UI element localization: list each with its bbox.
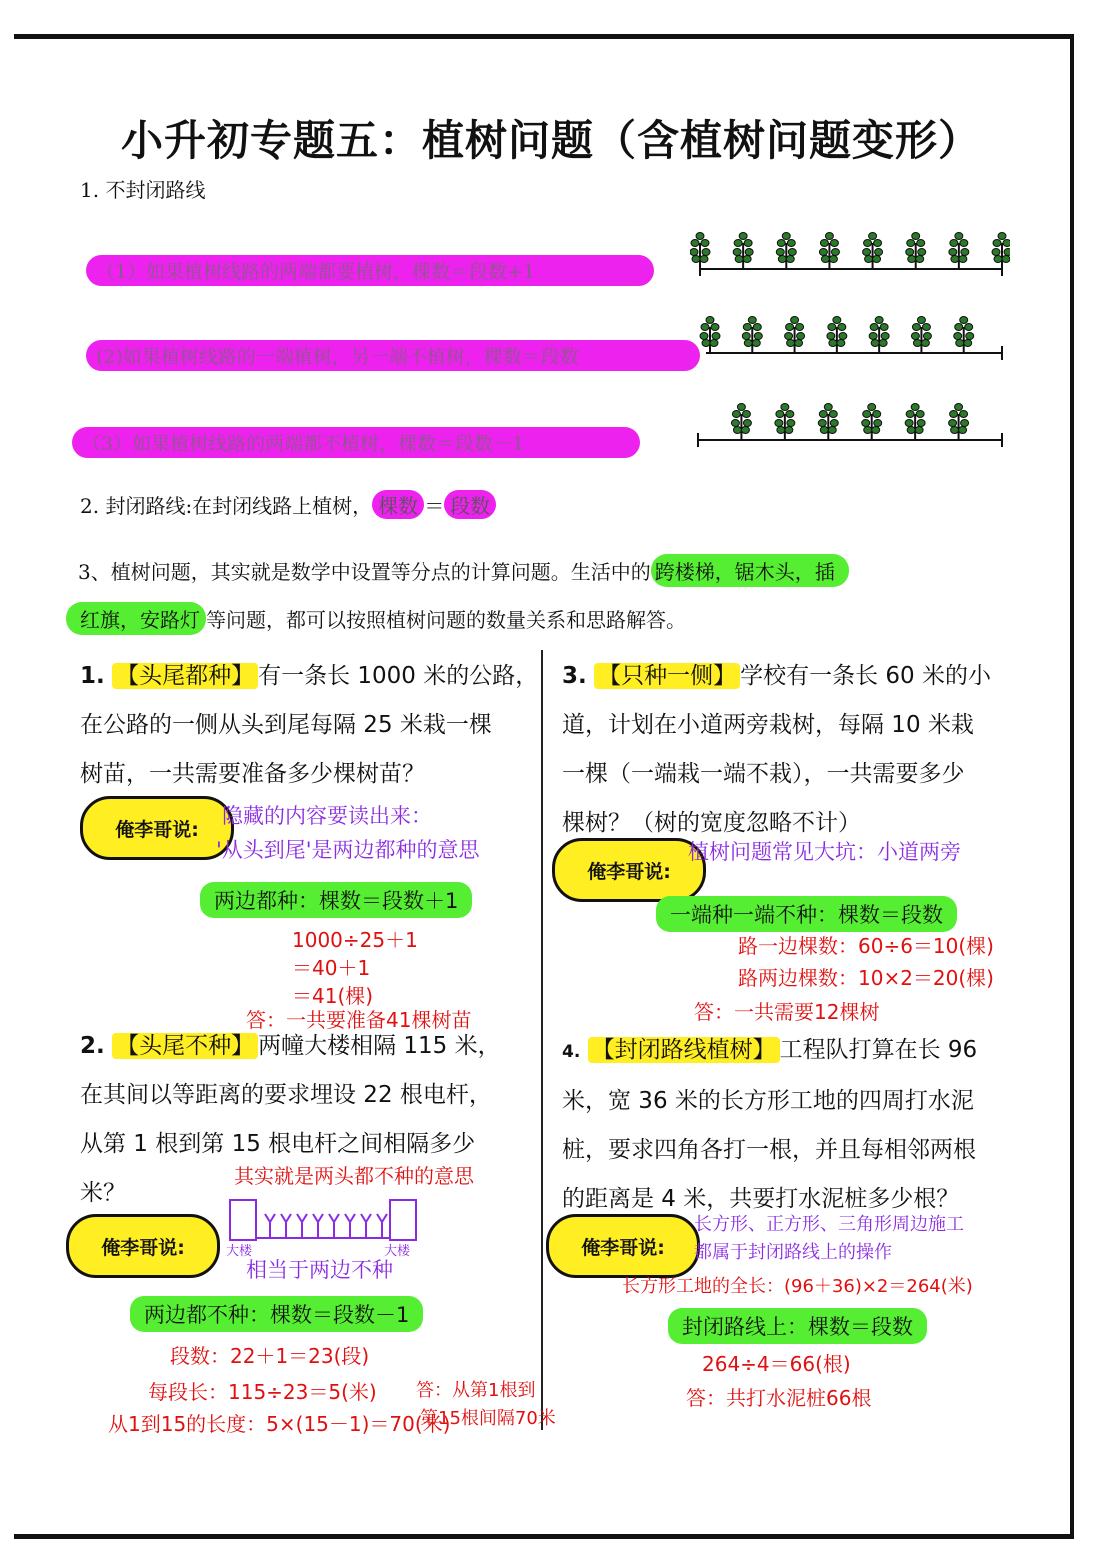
tree-icon xyxy=(733,233,753,270)
tree-icon xyxy=(690,233,710,270)
tree-icon xyxy=(785,317,805,354)
question-4 xyxy=(562,1026,1022,1224)
section2-count: 棵数 xyxy=(372,490,424,519)
q1-formula: 两边都种：棵数＝段数＋1 xyxy=(200,882,472,918)
tree-icon xyxy=(906,233,926,270)
q4-step1: 264÷4＝66(根) xyxy=(702,1352,851,1376)
q1-step1: 1000÷25＋1 xyxy=(292,928,418,952)
section3-line1 xyxy=(78,554,1058,587)
q1-badge: 俺李哥说: xyxy=(80,796,234,860)
tree-icon xyxy=(731,404,751,441)
q3-step1: 路一边棵数：60÷6＝10(棵) xyxy=(738,934,994,958)
pole-icon xyxy=(361,1214,371,1238)
q4-number: 4. xyxy=(562,1042,581,1062)
q3-tag: 【只种一侧】 xyxy=(594,663,740,689)
rule-2-text: (2)如果植树线路的一端植树，另一端不植树，棵数＝段数 xyxy=(86,340,700,371)
q2-number: 2. xyxy=(80,1033,105,1059)
q1-answer: 答：一共要准备41棵树苗 xyxy=(246,1008,472,1032)
q2-answer2: 第15根间隔70米 xyxy=(420,1408,556,1429)
q3-answer: 答：一共需要12棵树 xyxy=(694,1000,880,1024)
pole-icon xyxy=(297,1214,307,1238)
q4-badge: 俺李哥说: xyxy=(546,1214,700,1278)
q2-tag: 【头尾不种】 xyxy=(112,1033,258,1059)
q3-line1: 学校有一条长 60 米的小 xyxy=(740,663,991,689)
q2-step2: 每段长：115÷23＝5(米) xyxy=(148,1380,377,1404)
q2-formula: 两边都不种：棵数＝段数－1 xyxy=(130,1296,423,1332)
tree-icon xyxy=(827,317,847,354)
q3-number: 3. xyxy=(562,663,587,689)
q1-number: 1. xyxy=(80,663,105,689)
q2-line2: 在其间以等距离的要求埋设 22 根电杆， xyxy=(80,1082,492,1108)
section2-prefix: 2. 封闭路线:在封闭线路上植树， xyxy=(80,494,373,518)
q1-note1: 隐藏的内容要读出来： xyxy=(222,804,432,828)
q4-line4: 的距离是 4 米，共要打水泥桩多少根？ xyxy=(562,1186,960,1212)
rule-1-text: （1）如果植树线路的两端都要植树，棵数＝段数+1 xyxy=(86,255,654,286)
rule-3-text: （3）如果植树线路的两端都不植树，棵数＝段数－1 xyxy=(72,427,640,458)
section2-eq: ＝ xyxy=(424,494,445,518)
section3-highlight2: 红旗，安路灯 xyxy=(66,602,206,635)
q4-formula: 封闭路线上：棵数＝段数 xyxy=(668,1308,927,1344)
q3-step2: 路两边棵数：10×2＝20(棵) xyxy=(738,966,994,990)
tree-icon xyxy=(775,404,795,441)
tree-icon xyxy=(818,404,838,441)
tree-icon xyxy=(905,404,925,441)
section1-heading: 1. 不封闭路线 xyxy=(80,178,206,202)
q2-note-mid: 相当于两边不种 xyxy=(246,1258,393,1282)
tree-icon xyxy=(862,404,882,441)
q2-line4: 米？ xyxy=(80,1180,126,1206)
q3-line4: 棵树？（树的宽度忽略不计） xyxy=(562,810,861,836)
q4-perimeter: 长方形工地的全长：(96＋36)×2＝264(米) xyxy=(622,1276,973,1297)
q3-line2: 道，计划在小道两旁栽树，每隔 10 米栽 xyxy=(562,712,974,738)
tree-diagrams xyxy=(690,222,1010,452)
column-divider xyxy=(541,650,543,1430)
rule-1 xyxy=(86,255,654,286)
tree-icon xyxy=(776,233,796,270)
q3-badge: 俺李哥说: xyxy=(552,838,706,902)
section2 xyxy=(80,490,496,519)
q1-line3: 树苗，一共需要准备多少棵树苗？ xyxy=(80,761,425,787)
section3-line2 xyxy=(66,602,1046,635)
question-3 xyxy=(562,652,1022,848)
tree-icon xyxy=(863,233,883,270)
section3-text1: 3、植树问题，其实就是数学中设置等分点的计算问题。生活中的 xyxy=(78,560,651,584)
tree-diagram-2 xyxy=(706,346,1002,360)
bottom-rule xyxy=(14,1534,1074,1539)
tree-icon xyxy=(949,404,969,441)
q2-building-left: 大楼 xyxy=(226,1244,253,1259)
q2-note-top: 其实就是两头都不种的意思 xyxy=(234,1164,474,1188)
q1-tag: 【头尾都种】 xyxy=(112,663,258,689)
rule-2 xyxy=(86,340,700,371)
tree-icon xyxy=(911,317,931,354)
tree-icon xyxy=(742,317,762,354)
tree-icon xyxy=(949,233,969,270)
q4-line1: 工程队打算在长 96 xyxy=(779,1037,978,1063)
q1-line1: 有一条长 1000 米的公路， xyxy=(258,663,539,689)
rule-3 xyxy=(72,427,640,458)
q2-step3: 从1到15的长度：5×(15－1)＝70(米) xyxy=(108,1412,451,1436)
q3-formula: 一端种一端不种：棵数＝段数 xyxy=(656,896,957,932)
tree-icon xyxy=(869,317,889,354)
section3-text2: 等问题，都可以按照植树问题的数量关系和思路解答。 xyxy=(206,608,686,632)
q2-building-right: 大楼 xyxy=(384,1244,411,1259)
tree-icon xyxy=(954,317,974,354)
section3-highlight1: 跨楼梯，锯木头，插 xyxy=(651,554,849,587)
q2-step1: 段数：22＋1＝23(段) xyxy=(170,1344,370,1368)
tree-diagram-3 xyxy=(698,433,1002,447)
q4-answer: 答：共打水泥桩66根 xyxy=(686,1386,872,1410)
pole-icon xyxy=(281,1214,291,1238)
pole-icon xyxy=(313,1214,323,1238)
q2-line3: 从第 1 根到第 15 根电杆之间相隔多少 xyxy=(80,1131,476,1157)
q2-line1: 两幢大楼相隔 115 米， xyxy=(258,1033,501,1059)
pole-icon xyxy=(345,1214,355,1238)
pole-icon xyxy=(329,1214,339,1238)
page-title: 小升初专题五：植树问题（含植树问题变形） xyxy=(120,116,981,165)
pole-icon xyxy=(265,1214,275,1238)
tree-icon xyxy=(819,233,839,270)
q4-note1: 长方形、正方形、三角形周边施工 xyxy=(694,1214,964,1235)
q1-step2: ＝40＋1 xyxy=(292,956,371,980)
q2-badge: 俺李哥说: xyxy=(66,1214,220,1278)
question-1 xyxy=(80,652,540,799)
q3-note: 植树问题常见大坑：小道两旁 xyxy=(688,840,961,864)
pole-icon xyxy=(377,1214,387,1238)
q4-line2: 米，宽 36 米的长方形工地的四周打水泥 xyxy=(562,1088,974,1114)
q4-tag: 【封闭路线植树】 xyxy=(588,1037,780,1063)
q4-line3: 桩，要求四角各打一根，并且每相邻两根 xyxy=(562,1137,976,1163)
q1-note2: '从头到尾'是两边都种的意思 xyxy=(216,838,480,862)
q1-step3: ＝41(棵) xyxy=(292,984,374,1008)
tree-icon xyxy=(700,317,720,354)
q4-note2: 都属于封闭路线上的操作 xyxy=(694,1242,892,1263)
q3-line3: 一棵（一端栽一端不栽），一共需要多少 xyxy=(562,761,965,787)
top-rule xyxy=(14,34,1074,39)
right-rule xyxy=(1070,36,1074,1536)
section2-segments: 段数 xyxy=(444,490,496,519)
tree-diagram-1 xyxy=(700,262,1002,276)
q1-line2: 在公路的一侧从头到尾每隔 25 米栽一棵 xyxy=(80,712,492,738)
q2-answer1: 答：从第1根到 xyxy=(416,1380,536,1401)
tree-icon xyxy=(992,233,1010,270)
